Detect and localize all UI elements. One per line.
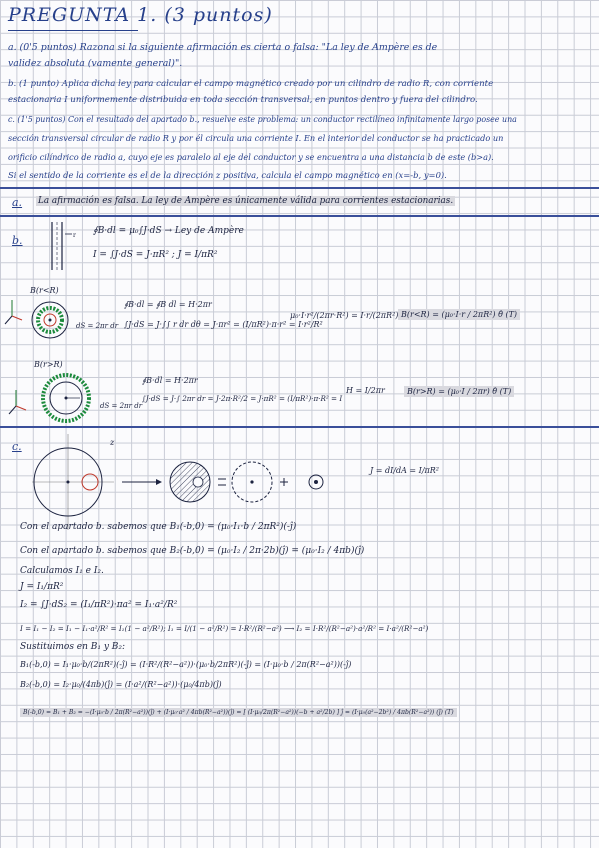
statement-b-line2: estacionaria I uniformemente distribuida en toda sección transversal, en puntos dentro y fuera del cilindro. [8,95,478,105]
answer-c-label: c. [12,440,22,453]
c-line2: Con el apartado b. sabemos que B₂(-b,0) = (μ₀·I₂ / 2π·2b)(ĵ) = (μ₀·I₂ / 4πb)(ĵ) [20,546,365,556]
case-in-mid: μ₀·I·r²/(2πr·R²) = I·r/(2πR²) [290,311,399,320]
case-out-mid: H = I/2πr [346,386,385,395]
c-line4: J = I₁/πR² [20,582,64,592]
statement-a-line2: validez absoluta (vamente general)". [8,58,183,69]
svg-text:r: r [73,232,76,239]
separator-b [0,426,599,428]
c-line1: Con el apartado b. sabemos que B₁(-b,0) = (μ₀·I₁·b / 2πR²)(-ĵ) [20,522,297,532]
ampere-law: ∮B·dl = μ₀∫J·dS → Ley de Ampère [93,226,244,236]
current-eq: I = ∫J·dS = J·πR² ; J = I/πR² [93,250,218,260]
cylinder-outside-figure [32,372,102,424]
axis-z-label: z [110,438,115,447]
statement-c-line3: orificio cilíndrico de radio a, cuyo eje es paralelo al eje del conductor y se encuentra a una distancia b de este (b>a). [8,152,494,162]
statement-c-line1: c. (1'5 puntos) Con el resultado del apartado b., resuelve este problema: un conductor rectilíneo infinitamente largo posee una [8,115,517,124]
case-in-eq2: ∫J·dS = J·∫∫ r dr dθ = J·πr² = (I/πR²)·π·r² = I·r²/R² [124,320,323,329]
answer-b-label: b. [12,234,23,247]
case-out-result: B(r>R) = (μ₀·I / 2πr) θ̂ (T) [404,386,514,397]
c-line9: B₂(-b,0) = I₂·μ₀/(4πb)(ĵ) = (I·a²/(R²−a²))·(μ₀/4πb)(ĵ) [20,680,222,689]
problem-figure [30,432,340,532]
case-in-eq1: ∮B·dl = ∮B dl = H·2πr [124,300,212,309]
c-line5: I₂ = ∫J·dS₂ = (I₁/πR²)·πa² = I₁·a²/R² [20,600,178,610]
ds-label-1: dS = 2πr dr [76,322,119,330]
wire-sketch [48,220,88,272]
c-final: B(-b,0) = B₁ + B₂ = −(I·μ₀·b / 2π(R²−a²))(ĵ) + (I·μ₀·a² / 4πb(R²−a²))(ĵ) = [ (I·μ₀/2π(R²−a²))(−b + a²/2b) ] ĵ = (I·μ₀(a²−2b²) / 4πb(R²−a²)) (ĵ) (T) [20,708,457,717]
statement-c-line4: Si el sentido de la corriente es el de la dirección z positiva, calcula el campo magnético en (x=-b, y=0). [8,170,447,180]
cylinder-inside-figure [26,298,76,342]
case-in-result: B(r<R) = (μ₀·I·r / 2πR²) θ̂ (T) [398,309,520,320]
case-out-label: B(r>R) [34,360,63,369]
answer-a-text: La afirmación es falsa. La ley de Ampère es únicamente válida para corrientes estacionarias. [38,196,454,206]
statement-c-line2: sección transversal circular de radio R y por él circula una corriente I. En el interior del conductor se ha practicado un [8,133,504,143]
statement-a-line1: a. (0'5 puntos) Razona si la siguiente afirmación es cierta o falsa: "La ley de Ampère es de [8,42,438,53]
J-eq: J = dI/dA = I/πR² [370,466,440,475]
statement-b-line1: b. (1 punto) Aplica dicha ley para calcular el campo magnético creado por un cilindro de radio R, con corriente [8,79,494,89]
c-line3: Calculamos I₁ e I₂. [20,566,104,576]
ds-label-2: dS = 2πr dr [100,402,143,410]
axes-icon-2 [6,388,28,418]
page-title: PREGUNTA 1. (3 puntos) [8,4,273,26]
c-line7: Sustituimos en B₁ y B₂: [20,642,126,652]
c-line8: B₁(-b,0) = I₁·μ₀·b/(2πR²)(-ĵ) = (I·R²/(R²−a²))·(μ₀·b/2πR²)(-ĵ) = (I·μ₀·b / 2π(R²−a²))(-ĵ) [20,660,352,669]
axes-icon [2,298,24,328]
answer-a-label: a. [12,196,23,209]
separator-a [0,215,599,217]
case-in-label: B(r<R) [30,286,59,295]
case-out-eq2: ∫J·dS = J·∫ 2πr dr = J·2π·R²/2 = J·πR² = (I/πR²)·π·R² = I [142,394,343,403]
c-line6: I = I₁ − I₂ = I₁ − I₁·a²/R² = I₁(1 − a²/R²); I₁ = I/(1 − a²/R²) = I·R²/(R²−a²) ⟶ I₂ = I·R²/(R²−a²)·a²/R² = I·a²/(R²−a²) [20,624,429,633]
title-underline [8,30,138,31]
separator-statement [0,187,599,189]
case-out-eq1: ∮B·dl = H·2πr [142,376,198,385]
